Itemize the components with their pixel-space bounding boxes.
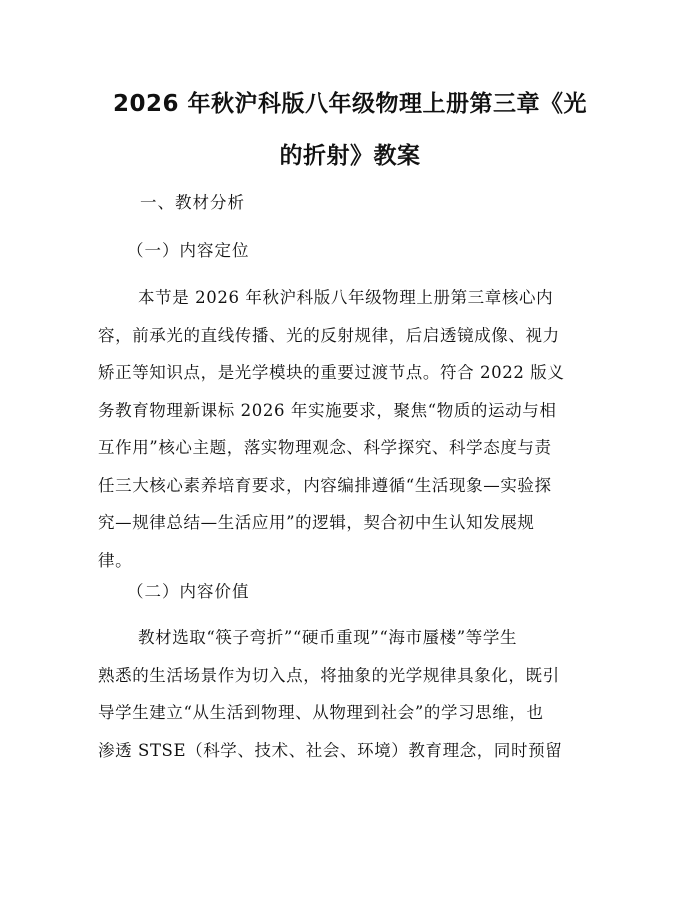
paragraph-line: 务教育物理新课标 2026 年实施要求，聚焦“物质的运动与相 bbox=[98, 400, 557, 420]
section-heading: 一、教材分析 bbox=[140, 193, 245, 212]
paragraph-line: 互作用”核心主题，落实物理观念、科学探究、科学态度与责 bbox=[98, 438, 552, 457]
subsection-heading: （一）内容定位 bbox=[127, 241, 250, 260]
paragraph-line: 渗透 STSE（科学、技术、社会、环境）教育理念，同时预留 bbox=[98, 740, 563, 760]
paragraph-line: 容，前承光的直线传播、光的反射规律，后启透镜成像、视力 bbox=[98, 325, 560, 345]
paragraph-line: 教材选取“筷子弯折”“硬币重现”“海市蜃楼”等学生 bbox=[138, 628, 518, 647]
title-line: 的折射》教案 bbox=[279, 143, 421, 169]
title-line: 2026 年秋沪科版八年级物理上册第三章《光 bbox=[112, 91, 588, 117]
paragraph-line: 任三大核心素养培育要求，内容编排遵循“生活现象—实验探 bbox=[98, 475, 552, 495]
document-title bbox=[98, 78, 602, 182]
paragraph-line: 律。 bbox=[98, 550, 133, 570]
paragraph-line: 究—规律总结—生活应用”的逻辑，契合初中生认知发展规 bbox=[98, 513, 535, 532]
paragraph-content-positioning bbox=[98, 279, 618, 579]
paragraph-line: 矫正等知识点，是光学模块的重要过渡节点。符合 2022 版义 bbox=[98, 363, 565, 382]
subsection-heading: （二）内容价值 bbox=[127, 582, 250, 601]
paragraph-content-value bbox=[98, 619, 618, 769]
paragraph-line: 熟悉的生活场景作为切入点，将抽象的光学规律具象化，既引 bbox=[98, 665, 560, 685]
paragraph-line: 导学生建立“从生活到物理、从物理到社会”的学习思维，也 bbox=[98, 703, 544, 722]
paragraph-line: 本节是 2026 年秋沪科版八年级物理上册第三章核心内 bbox=[138, 288, 554, 307]
